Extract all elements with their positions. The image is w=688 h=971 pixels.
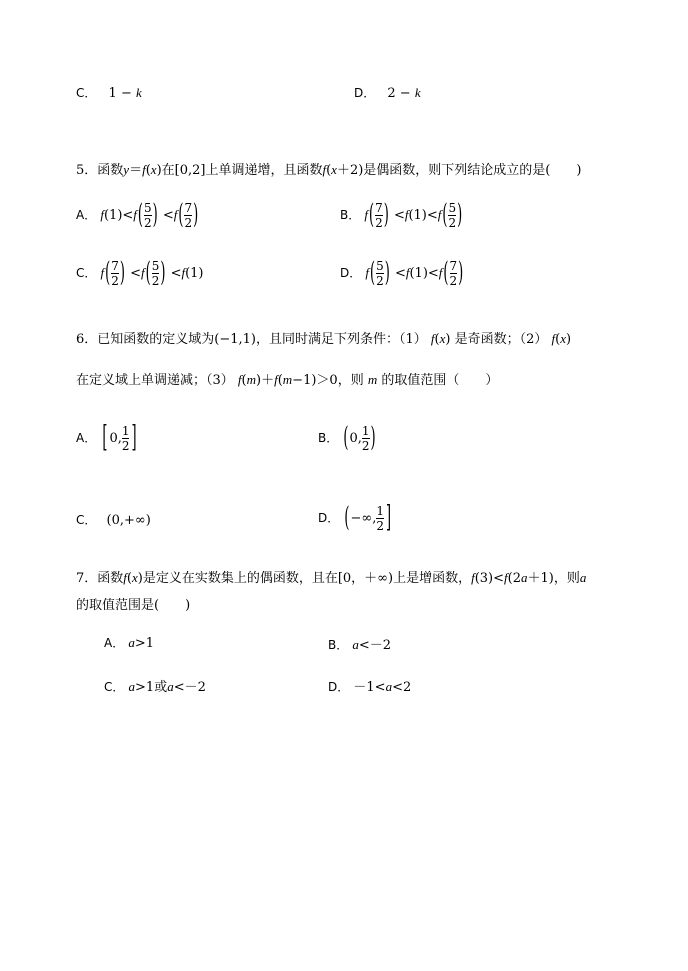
q7-stem-line2: 的取值范围是( ) [76, 598, 191, 613]
q5-option-b[interactable]: B． f( $\frac{7}{2}$ ) <f(1)<f( $\frac{5}{2}$ ) [340, 199, 463, 232]
q5-option-c[interactable]: C． f( $\frac{7}{2}$ ) <f( $\frac{5}{2}$ ) <f(1) [76, 257, 204, 290]
option-label: C． [104, 680, 125, 694]
q5-stem: 5．函数y＝f(x)在[0,2]上单调递增，且函数f(x＋2)是偶函数，则下列结论成立的是( ) [76, 162, 582, 178]
option-label: A． [76, 431, 97, 445]
q4-option-c[interactable] [76, 84, 142, 101]
q7-option-b[interactable]: B． a<－2 [328, 637, 392, 653]
option-label: D． [318, 511, 340, 525]
option-label: B． [328, 638, 349, 652]
option-label: C． [76, 266, 97, 280]
option-label: A． [76, 208, 97, 222]
option-label: D． [328, 680, 350, 694]
option-label: D． [354, 86, 376, 100]
q5-option-a[interactable]: A． f(1)<f( $\frac{5}{2}$ ) <f( $\frac{7}{2}$ ) [76, 199, 199, 232]
q4-option-d[interactable] [354, 84, 421, 101]
q7-option-d[interactable]: D． －1<a<2 [328, 679, 412, 695]
q7-option-a[interactable]: A． a>1 [104, 635, 155, 651]
option-label: A． [104, 636, 125, 650]
option-text: f [100, 207, 104, 222]
option-label: C． [76, 86, 97, 100]
option-label: D． [340, 266, 362, 280]
option-label: C． [76, 513, 97, 527]
q6-stem-line2: 在定义域上单调递减；（3） f(m)＋f(m−1)＞0，则 m 的取值范围（ ） [76, 372, 499, 388]
q6-option-a[interactable]: A． [ 0, $\frac{1}{2}$ ] [76, 421, 137, 456]
q7-stem-line1: 7．函数f(x)是定义在实数集上的偶函数，且在[0，＋∞)上是增函数，f(3)<f(2a＋1)，则a [76, 570, 587, 586]
option-label: B． [340, 208, 361, 222]
q7-option-c[interactable]: C． a>1或a<－2 [104, 679, 206, 695]
q5-option-d[interactable]: D． f( $\frac{5}{2}$ ) <f(1)<f( $\frac{7}{2}$ ) [340, 257, 464, 290]
q6-stem-line1: 6．已知函数的定义域为(−1,1)，且同时满足下列条件：（1） f(x) 是奇函数；（2） f(x) [76, 331, 572, 347]
option-text: 2 − k [387, 85, 421, 101]
q6-option-b[interactable]: B． (0, $\frac{1}{2}$ ) [318, 422, 376, 455]
q6-option-c[interactable]: C． (0,+∞) [76, 513, 151, 528]
q6-option-d[interactable]: D． (−∞, $\frac{1}{2}$ ] [318, 501, 392, 536]
option-label: B． [318, 431, 339, 445]
option-text: 1 − k [108, 85, 142, 101]
